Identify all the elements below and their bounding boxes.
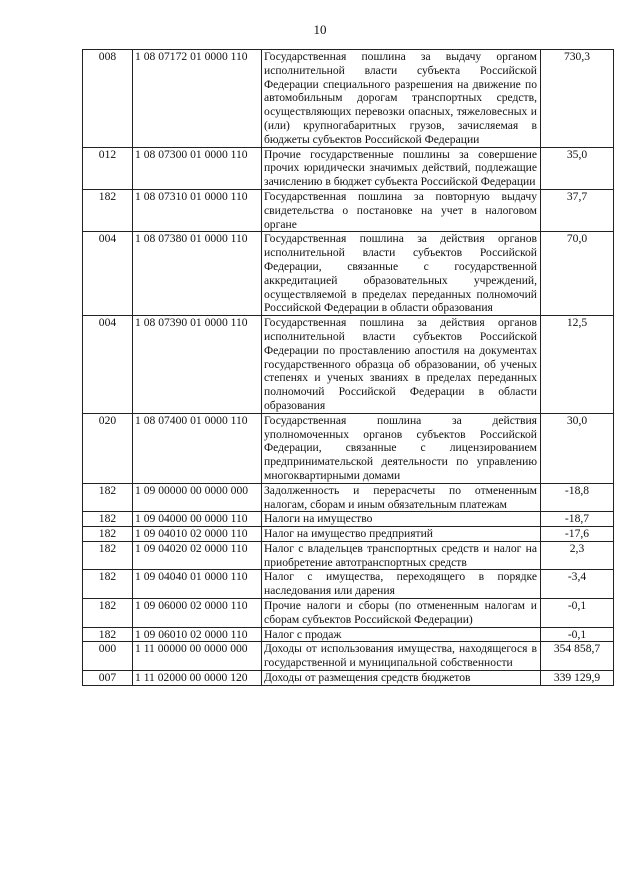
- admin-code-cell: 182: [83, 483, 133, 512]
- table-row: [83, 50, 614, 148]
- table-row: [83, 512, 614, 527]
- table-row: [83, 570, 614, 599]
- amount-cell: 354 858,7: [541, 642, 614, 671]
- table-row: [83, 232, 614, 316]
- revenue-name-cell: Государственная пошлина за действия органов исполнительной власти субъектов Российской Федерации, связанные с государственной аккредитацией образовательных учреждений, осуществляемой в пределах переданных полномочий Российской Федерации в области образования: [262, 232, 541, 316]
- classification-code-cell: 1 11 00000 00 0000 000: [133, 642, 262, 671]
- revenue-name-cell: Государственная пошлина за повторную выдачу свидетельства о постановке на учет в налоговом органе: [262, 189, 541, 231]
- admin-code-cell: 182: [83, 512, 133, 527]
- admin-code-cell: 182: [83, 527, 133, 542]
- admin-code-cell: 004: [83, 316, 133, 414]
- table-row: [83, 527, 614, 542]
- classification-code-cell: 1 08 07400 01 0000 110: [133, 413, 262, 483]
- admin-code-cell: 000: [83, 642, 133, 671]
- amount-cell: 35,0: [541, 147, 614, 189]
- admin-code-cell: 182: [83, 570, 133, 599]
- admin-code-cell: 182: [83, 189, 133, 231]
- revenue-name-cell: Государственная пошлина за действия уполномоченных органов субъектов Российской Федерации, связанные с лицензированием предпринимательской деятельности по управлению многоквартирными домами: [262, 413, 541, 483]
- budget-revenue-table: [82, 49, 614, 686]
- classification-code-cell: 1 09 04040 01 0000 110: [133, 570, 262, 599]
- table-row: [83, 189, 614, 231]
- revenue-name-cell: Налоги на имущество: [262, 512, 541, 527]
- classification-code-cell: 1 08 07172 01 0000 110: [133, 50, 262, 148]
- revenue-name-cell: Доходы от размещения средств бюджетов: [262, 671, 541, 686]
- admin-code-cell: 007: [83, 671, 133, 686]
- table-row: [83, 483, 614, 512]
- revenue-name-cell: Налог с продаж: [262, 627, 541, 642]
- revenue-name-cell: Прочие государственные пошлины за совершение прочих юридически значимых действий, подлежащие зачислению в бюджет субъекта Российской Федерации: [262, 147, 541, 189]
- revenue-name-cell: Государственная пошлина за действия органов исполнительной власти субъектов Российской Федерации по проставлению апостиля на документах государственного образца об образовании, об ученых степенях и ученых званиях в пределах переданных полномочий Российской Федерации в области образования: [262, 316, 541, 414]
- classification-code-cell: 1 09 00000 00 0000 000: [133, 483, 262, 512]
- classification-code-cell: 1 09 06000 02 0000 110: [133, 599, 262, 628]
- classification-code-cell: 1 09 04020 02 0000 110: [133, 541, 262, 570]
- amount-cell: 70,0: [541, 232, 614, 316]
- revenue-name-cell: Налог с владельцев транспортных средств и налог на приобретение автотранспортных средств: [262, 541, 541, 570]
- classification-code-cell: 1 08 07310 01 0000 110: [133, 189, 262, 231]
- revenue-name-cell: Прочие налоги и сборы (по отмененным налогам и сборам субъектов Российской Федерации): [262, 599, 541, 628]
- revenue-name-cell: Задолженность и перерасчеты по отмененным налогам, сборам и иным обязательным платежам: [262, 483, 541, 512]
- amount-cell: -18,7: [541, 512, 614, 527]
- admin-code-cell: 182: [83, 599, 133, 628]
- amount-cell: 2,3: [541, 541, 614, 570]
- amount-cell: 37,7: [541, 189, 614, 231]
- classification-code-cell: 1 11 02000 00 0000 120: [133, 671, 262, 686]
- revenue-name-cell: Налог с имущества, переходящего в порядке наследования или дарения: [262, 570, 541, 599]
- classification-code-cell: 1 08 07380 01 0000 110: [133, 232, 262, 316]
- table-row: [83, 541, 614, 570]
- amount-cell: 339 129,9: [541, 671, 614, 686]
- classification-code-cell: 1 08 07300 01 0000 110: [133, 147, 262, 189]
- admin-code-cell: 182: [83, 627, 133, 642]
- admin-code-cell: 004: [83, 232, 133, 316]
- admin-code-cell: 012: [83, 147, 133, 189]
- table-row: [83, 316, 614, 414]
- amount-cell: -0,1: [541, 599, 614, 628]
- table-row: [83, 147, 614, 189]
- amount-cell: -3,4: [541, 570, 614, 599]
- table-row: [83, 413, 614, 483]
- amount-cell: -18,8: [541, 483, 614, 512]
- amount-cell: -0,1: [541, 627, 614, 642]
- table-row: [83, 627, 614, 642]
- table-row: [83, 642, 614, 671]
- amount-cell: -17,6: [541, 527, 614, 542]
- admin-code-cell: 182: [83, 541, 133, 570]
- classification-code-cell: 1 09 04010 02 0000 110: [133, 527, 262, 542]
- revenue-name-cell: Налог на имущество предприятий: [262, 527, 541, 542]
- table-row: [83, 599, 614, 628]
- amount-cell: 12,5: [541, 316, 614, 414]
- classification-code-cell: 1 09 04000 00 0000 110: [133, 512, 262, 527]
- table-row: [83, 671, 614, 686]
- page-number: 10: [313, 22, 327, 37]
- admin-code-cell: 008: [83, 50, 133, 148]
- classification-code-cell: 1 08 07390 01 0000 110: [133, 316, 262, 414]
- admin-code-cell: 020: [83, 413, 133, 483]
- revenue-name-cell: Государственная пошлина за выдачу органом исполнительной власти субъекта Российской Федерации специального разрешения на движение по автомобильным дорогам транспортных средств, осуществляющих перевозки опасных, тяжеловесных и (или) крупногабаритных грузов, зачисляемая в бюджеты субъектов Российской Федерации: [262, 50, 541, 148]
- amount-cell: 730,3: [541, 50, 614, 148]
- amount-cell: 30,0: [541, 413, 614, 483]
- revenue-name-cell: Доходы от использования имущества, находящегося в государственной и муниципальной собственности: [262, 642, 541, 671]
- classification-code-cell: 1 09 06010 02 0000 110: [133, 627, 262, 642]
